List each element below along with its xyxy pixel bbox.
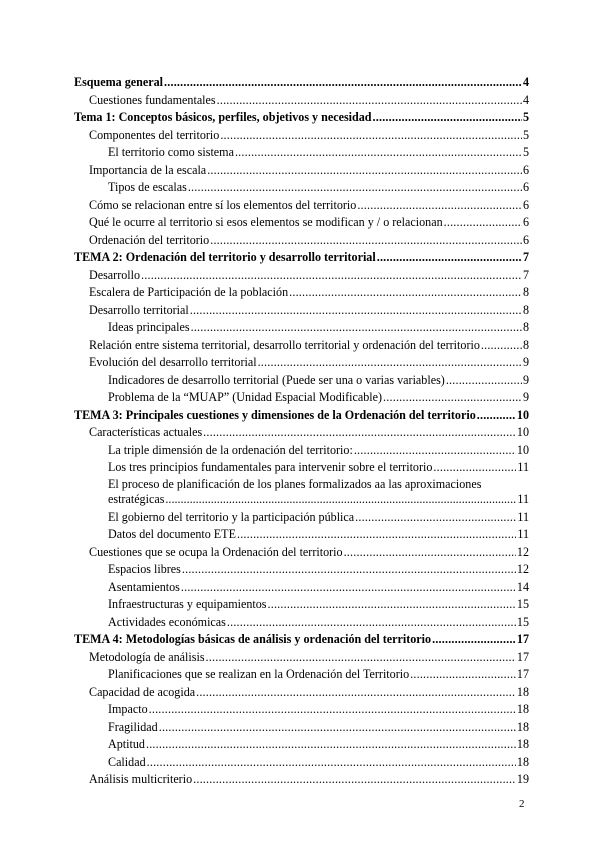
dot-leader xyxy=(377,249,522,267)
toc-page-number: 6 xyxy=(522,162,529,177)
toc-page-number: 17 xyxy=(516,667,529,681)
toc-page-number: 15 xyxy=(516,597,529,611)
dot-leader xyxy=(188,179,522,197)
toc-page-number: 8 xyxy=(522,302,529,317)
dot-leader xyxy=(444,214,522,232)
toc-entry-level-3[interactable] xyxy=(74,389,529,407)
dot-leader xyxy=(289,284,522,302)
toc-page-number: 11 xyxy=(517,509,529,524)
toc-entry-level-2[interactable] xyxy=(74,127,529,145)
toc-page-number: 11 xyxy=(517,460,529,474)
toc-page-number: 19 xyxy=(516,772,529,786)
toc-entry-text: Planificaciones que se realizan en la Ordenación del Territorio xyxy=(108,667,410,681)
toc-entry-level-1[interactable] xyxy=(74,407,529,425)
toc-entry-level-3[interactable] xyxy=(74,144,529,162)
toc-page-number: 5 xyxy=(522,110,529,124)
dot-leader xyxy=(373,109,522,127)
dot-leader xyxy=(182,561,516,579)
toc-entry-text: Capacidad de acogida xyxy=(89,684,196,699)
dot-leader xyxy=(237,526,516,544)
toc-page-number: 8 xyxy=(522,285,529,299)
toc-entry-text: Componentes del territorio xyxy=(89,127,220,142)
toc-entry-level-2[interactable] xyxy=(74,197,529,215)
toc-entry-level-2[interactable] xyxy=(74,232,529,250)
toc-entry-level-1[interactable] xyxy=(74,249,529,267)
toc-entry-text: El territorio como sistema xyxy=(108,145,234,159)
dot-leader xyxy=(481,337,522,355)
toc-entry-text: Cómo se relacionan entre sí los elementos del territorio xyxy=(89,197,357,212)
toc-entry-text: Problema de la “MUAP” (Unidad Espacial Modificable) xyxy=(108,390,383,404)
toc-page-number: 9 xyxy=(522,390,529,404)
toc-page-number: 18 xyxy=(516,737,529,751)
dot-leader xyxy=(355,509,516,527)
dot-leader xyxy=(147,754,516,772)
toc-page-number: 8 xyxy=(522,320,529,334)
toc-page-number: 18 xyxy=(516,684,529,699)
toc-entry-level-3[interactable] xyxy=(74,754,529,772)
toc-entry-text: Fragilidad xyxy=(108,719,158,734)
dot-leader xyxy=(410,666,516,684)
toc-entry-level-2[interactable] xyxy=(74,214,529,232)
toc-entry-text: El gobierno del territorio y la participación pública xyxy=(108,509,355,524)
toc-entry-level-3[interactable] xyxy=(74,736,529,754)
toc-page-number: 11 xyxy=(517,527,529,541)
toc-entry-level-3[interactable] xyxy=(74,614,529,632)
dot-leader xyxy=(433,459,516,477)
toc-page-number: 18 xyxy=(516,754,529,769)
toc-page-number: 6 xyxy=(522,180,529,194)
dot-leader xyxy=(268,596,516,614)
toc-entry-level-3[interactable] xyxy=(74,477,529,507)
toc-page-number: 9 xyxy=(522,355,529,369)
toc-page-number: 6 xyxy=(522,197,529,212)
dot-leader xyxy=(432,631,516,649)
toc-entry-text: Metodología de análisis xyxy=(89,649,205,664)
toc-page-number: 4 xyxy=(522,75,529,89)
dot-leader xyxy=(227,614,516,632)
toc-entry-text: Espacios libres xyxy=(108,562,181,576)
toc-entry-level-3[interactable] xyxy=(74,526,529,544)
toc-entry-level-2[interactable] xyxy=(74,354,529,372)
toc-entry-text: Relación entre sistema territorial, desarrollo territorial y ordenación del territorio xyxy=(89,337,480,352)
toc-entry-text: Tema 1: Conceptos básicos, perfiles, objetivos y necesidad xyxy=(74,110,372,124)
toc-entry-level-3[interactable] xyxy=(74,509,529,527)
dot-leader xyxy=(164,74,522,92)
toc-entry-text: Los tres principios fundamentales para intervenir sobre el territorio xyxy=(108,460,433,474)
toc-entry-text: Desarrollo xyxy=(89,267,141,282)
dot-leader xyxy=(190,302,522,320)
toc-page-number: 6 xyxy=(522,232,529,247)
toc-entry-level-3[interactable] xyxy=(74,579,529,597)
toc-page-number: 9 xyxy=(522,372,529,387)
toc-entry-level-1[interactable] xyxy=(74,74,529,92)
toc-page-number: 10 xyxy=(516,442,529,457)
toc-entry-text: TEMA 2: Ordenación del territorio y desarrollo territorial xyxy=(74,250,376,264)
toc-entry-text: Cuestiones fundamentales xyxy=(89,92,216,107)
toc-entry-level-2[interactable] xyxy=(74,92,529,110)
toc-entry-level-3[interactable] xyxy=(74,701,529,719)
toc-entry-level-1[interactable] xyxy=(74,631,529,649)
dot-leader xyxy=(235,144,522,162)
dot-leader xyxy=(354,442,516,460)
dot-leader xyxy=(141,267,522,285)
toc-entry-level-2[interactable] xyxy=(74,302,529,320)
dot-leader xyxy=(210,232,522,250)
toc-entry-text: Datos del documento ETE xyxy=(108,527,236,541)
toc-entry-text: La triple dimensión de la ordenación del territorio: xyxy=(108,442,353,457)
toc-entry-continuation xyxy=(108,492,529,507)
toc-page-number: 5 xyxy=(522,145,529,159)
toc-entry-text: Actividades económicas xyxy=(108,614,226,629)
toc-entry-text: Desarrollo territorial xyxy=(89,302,189,317)
dot-leader xyxy=(146,736,516,754)
dot-leader xyxy=(206,649,516,667)
dot-leader xyxy=(207,162,522,180)
toc-entry-text: Ideas principales xyxy=(108,320,190,334)
toc-entry-text: TEMA 3: Principales cuestiones y dimensiones de la Ordenación del territorio xyxy=(74,407,476,422)
dot-leader xyxy=(357,197,522,215)
toc-page-number: 14 xyxy=(516,579,529,594)
toc-entry-text: Impacto xyxy=(108,702,148,716)
toc-entry-level-3[interactable] xyxy=(74,719,529,737)
toc-entry-text: Cuestiones que se ocupa la Ordenación del territorio xyxy=(89,544,343,559)
toc-entry-text: El proceso de planificación de los planes formalizados aa las aproximaciones xyxy=(108,476,482,491)
toc-entry-text: Análisis multicriterio xyxy=(89,772,193,786)
toc-page-number: 18 xyxy=(516,719,529,734)
toc-page-number: 10 xyxy=(516,407,529,422)
toc-page-number: 15 xyxy=(516,614,529,629)
toc-entry-text: TEMA 4: Metodologías básicas de análisis y ordenación del territorio xyxy=(74,632,432,646)
toc-entry-level-3[interactable] xyxy=(74,372,529,390)
toc-page-number: 7 xyxy=(522,250,529,264)
toc-entry-level-2[interactable] xyxy=(74,684,529,702)
toc-entry-level-2[interactable] xyxy=(74,337,529,355)
toc-entry-text: Aptitud xyxy=(108,737,145,751)
toc-page-number: 7 xyxy=(522,267,529,282)
toc-entry-text: Características actuales xyxy=(89,425,203,439)
toc-entry-level-2[interactable] xyxy=(74,771,529,789)
toc-entry-level-3[interactable] xyxy=(74,319,529,337)
toc-page-number: 18 xyxy=(516,702,529,716)
page-number: 2 xyxy=(519,798,525,810)
dot-leader xyxy=(191,319,522,337)
dot-leader xyxy=(477,407,516,425)
toc-page-number: 12 xyxy=(516,562,529,576)
toc-entry-text: Importancia de la escala xyxy=(89,162,207,177)
toc-page-number: 12 xyxy=(516,544,529,559)
toc-entry-text: Evolución del desarrollo territorial xyxy=(89,355,257,369)
toc-entry-level-3[interactable] xyxy=(74,179,529,197)
toc-entry-level-2[interactable] xyxy=(74,162,529,180)
toc-page-number: 17 xyxy=(516,649,529,664)
toc-entry-text: Esquema general xyxy=(74,75,164,89)
toc-entry-level-3[interactable] xyxy=(74,442,529,460)
toc-entry-text: Tipos de escalas xyxy=(108,180,187,194)
toc-entry-text: Escalera de Participación de la población xyxy=(89,285,289,299)
toc-entry-level-2[interactable] xyxy=(74,544,529,562)
toc-entry-text: Asentamientos xyxy=(108,579,180,594)
dot-leader xyxy=(383,389,522,407)
toc-page-number: 5 xyxy=(522,127,529,142)
toc-entry-level-3[interactable] xyxy=(74,459,529,477)
toc-page-number: 8 xyxy=(522,337,529,352)
dot-leader xyxy=(181,579,516,597)
toc-page-number: 17 xyxy=(516,632,529,646)
table-of-contents xyxy=(74,74,529,789)
dot-leader xyxy=(344,544,516,562)
dot-leader xyxy=(159,719,516,737)
toc-entry-text: Infraestructuras y equipamientos xyxy=(108,597,267,611)
toc-entry-level-1[interactable] xyxy=(74,109,529,127)
toc-entry-level-2[interactable] xyxy=(74,284,529,302)
toc-entry-level-3[interactable] xyxy=(74,666,529,684)
toc-page-number: 11 xyxy=(517,491,529,506)
toc-entry-level-2[interactable] xyxy=(74,267,529,285)
toc-entry-level-2[interactable] xyxy=(74,649,529,667)
dot-leader xyxy=(149,701,516,719)
toc-entry-text-continued: estratégicas xyxy=(108,491,165,506)
toc-entry-text: Calidad xyxy=(108,754,146,769)
toc-page-number: 10 xyxy=(516,425,529,439)
dot-leader xyxy=(196,684,516,702)
toc-page-number: 6 xyxy=(522,215,529,229)
toc-entry-level-2[interactable] xyxy=(74,424,529,442)
toc-entry-level-3[interactable] xyxy=(74,561,529,579)
dot-leader xyxy=(220,127,522,145)
toc-entry-text: Qué le ocurre al territorio si esos elementos se modifican y / o relacionan xyxy=(89,215,443,229)
toc-entry-text: Indicadores de desarrollo territorial (Puede ser una o varias variables) xyxy=(108,372,445,387)
toc-entry-level-3[interactable] xyxy=(74,596,529,614)
dot-leader xyxy=(258,354,522,372)
dot-leader xyxy=(165,492,516,507)
toc-entry-text: Ordenación del territorio xyxy=(89,232,210,247)
dot-leader xyxy=(203,424,516,442)
toc-page-number: 4 xyxy=(522,92,529,107)
dot-leader xyxy=(193,771,516,789)
dot-leader xyxy=(446,372,522,390)
dot-leader xyxy=(217,92,522,110)
